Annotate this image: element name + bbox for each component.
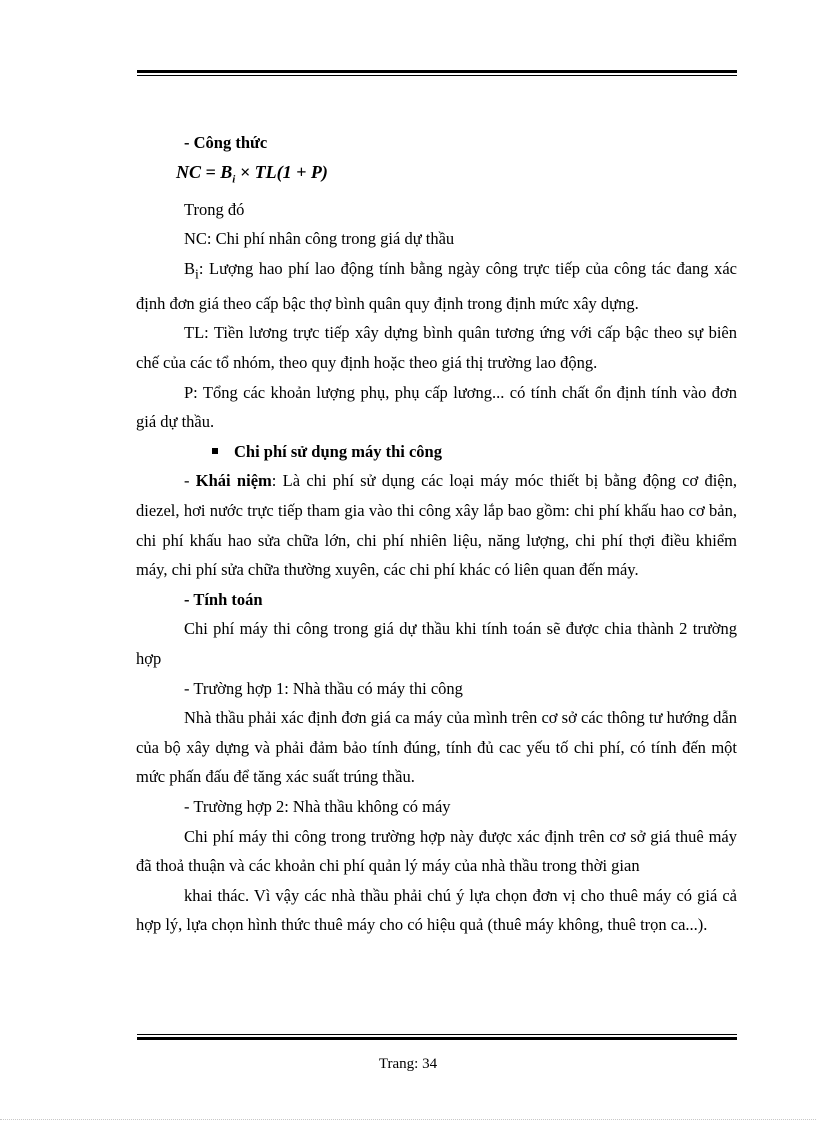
bi-definition	[136, 254, 737, 318]
formula-b: B	[220, 161, 233, 182]
trong-do: Trong đó	[184, 199, 245, 219]
document-body	[136, 128, 737, 940]
case2-text-b: khai thác. Vì vậy các nhà thầu phải chú ý lựa chọn đơn vị cho thuê máy có giá cả hợp lý, lựa chọn hình thức thuê máy cho có hiệu quả (thuê máy không, thuê trọn ca...).	[136, 885, 737, 935]
case1-text: Nhà thầu phải xác định đơn giá ca máy của mình trên cơ sở các thông tư hướng dẫn của bộ xây dựng và phải đảm bảo tính đúng, tính đủ cac yếu tố chi phí, có tính đến một mức phấn đấu để tăng xác suất trúng thầu.	[136, 708, 737, 787]
formula-heading: - Công thức	[184, 133, 268, 152]
formula-eq: =	[201, 161, 221, 182]
case2-text-a: Chi phí máy thi công trong trường hợp này được xác định trên cơ sở giá thuê máy đã thoả thuận và các khoản chi phí quản lý máy của nhà thầu trong thời gian	[136, 826, 737, 876]
tinh-toan-heading: - Tính toán	[184, 589, 263, 609]
bi-symbol: B	[184, 258, 196, 278]
nc-definition: NC: Chi phí nhân công trong giá dự thầu	[184, 229, 455, 249]
p-definition: P: Tổng các khoản lượng phụ, phụ cấp lương... có tính chất ổn định tính vào đơn giá dự thầu.	[136, 382, 737, 432]
formula-times: ×	[235, 161, 255, 182]
khai-niem-text: : Là chi phí sử dụng các loại máy móc thiết bị bằng động cơ điện, diezel, hơi nước trực tiếp tham gia vào thi công xây lắp bao gồm: chi phí khấu hao cơ bản, chi phí khấu hao sửa chữa lớn, chi phí nhiên liệu, năng lượng, chi phí thợi điều khiểm máy, chi phí sửa chữa thường xuyên, các chi phí khác có liên quan đến máy.	[136, 471, 738, 580]
case1-heading: - Trường hợp 1: Nhà thầu có máy thi công	[184, 678, 463, 698]
tinh-toan-text: Chi phí máy thi công trong giá dự thầu khi tính toán sẽ được chia thành 2 trường hợp	[136, 619, 737, 668]
header-rule	[137, 70, 737, 76]
section-title	[136, 437, 737, 467]
square-bullet-icon	[212, 448, 218, 454]
formula-lhs: NC	[176, 161, 202, 182]
bi-text: : Lượng hao phí lao động tính bằng ngày công trực tiếp của công tác đang xác định đơn giá theo cấp bậc thợ bình quân quy định trong định mức xây dựng.	[136, 258, 737, 313]
formula	[136, 158, 737, 195]
formula-rest: (1 + P)	[276, 161, 328, 182]
formula-b-sub: i	[232, 173, 236, 186]
case2-heading: - Trường hợp 2: Nhà thầu không có máy	[184, 796, 451, 816]
page-edge-dotted-line	[0, 1119, 816, 1120]
page-number: Trang: 34	[378, 1056, 438, 1072]
formula-tl: TL	[254, 161, 277, 182]
footer-rule	[137, 1034, 737, 1040]
bi-subscript: i	[195, 266, 199, 282]
section-title-text: Chi phí sử dụng máy thi công	[234, 441, 442, 461]
khai-niem-paragraph	[136, 466, 737, 584]
khai-niem-dash: -	[184, 471, 196, 491]
khai-niem-label: Khái niệm	[195, 471, 272, 491]
tl-definition: TL: Tiền lương trực tiếp xây dựng bình quân tương ứng với cấp bậc theo sự biên chế của các tổ nhóm, theo quy định hoặc theo giá thị trường lao động.	[136, 323, 737, 373]
